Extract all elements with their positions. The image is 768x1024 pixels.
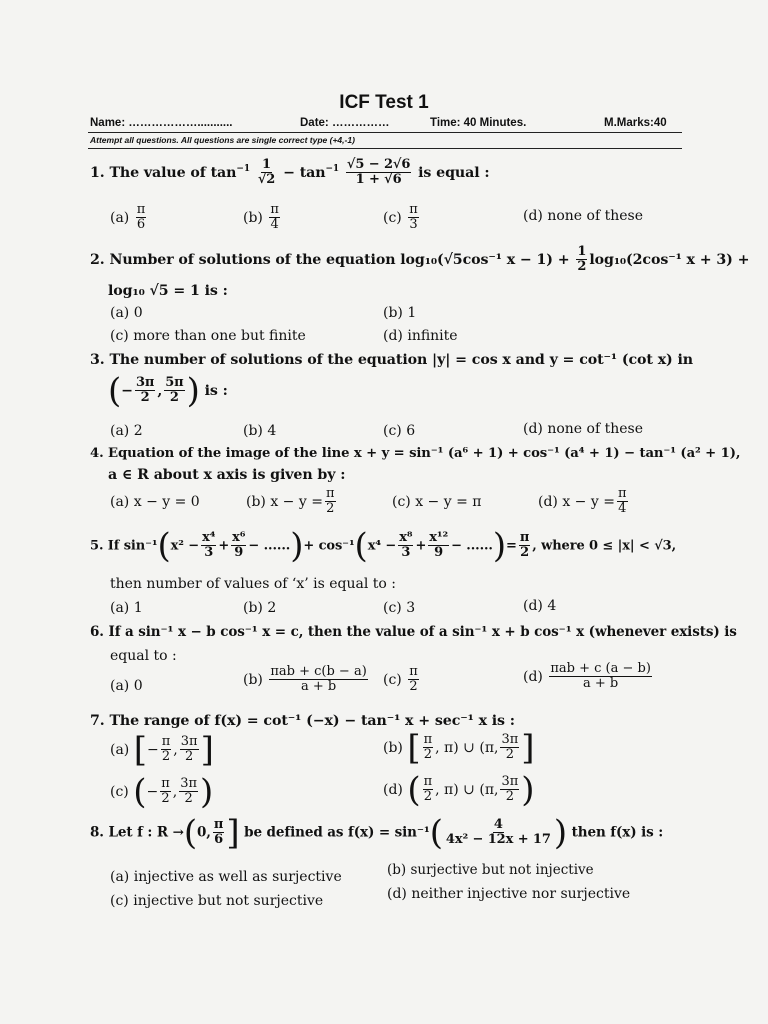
q7-d-open: ( (407, 769, 421, 810)
q2-half-den: 2 (577, 259, 587, 275)
q5-rn: π (519, 530, 530, 545)
q2-option-b: (b) 1 (383, 305, 417, 321)
q5-g2d: 9 (434, 545, 444, 561)
q7-d-f2 (500, 775, 519, 805)
question-5 (90, 525, 677, 566)
q1-suffix: is equal : (418, 164, 490, 181)
q1-a-frac (136, 203, 147, 233)
q5-paren-1-open: ( (157, 525, 171, 566)
header-rule-bottom (88, 148, 682, 149)
q5-g1d: 3 (401, 545, 411, 561)
q5-option-c: (c) 3 (383, 600, 416, 616)
q3-option-b: (b) 4 (243, 423, 277, 439)
q1-b-frac (269, 203, 280, 233)
q6-option-a: (a) 0 (110, 678, 143, 694)
question-7: 7. The range of f(x) = cot⁻¹ (−x) − tan⁻¹ x + sec⁻¹ x is : (90, 713, 515, 729)
q5-f2n: x⁶ (232, 530, 246, 545)
question-3: 3. The number of solutions of the equation |y| = cos x and y = cot⁻¹ (cot x) in (90, 352, 694, 368)
q7-a-d1: 2 (161, 749, 171, 765)
q5-g2n: x¹² (429, 530, 449, 545)
q4-line2: a ∈ R about x axis is given by : (108, 467, 346, 483)
q4-d-den: 4 (618, 501, 627, 517)
question-1 (90, 158, 489, 188)
q8-int-frac (213, 818, 224, 848)
q1-option-a (110, 203, 148, 233)
q7-d-d1: 2 (423, 789, 433, 805)
q1-b-num: π (270, 202, 279, 217)
q7-c-label: (c) (110, 783, 129, 800)
q3-option-a: (a) 2 (110, 423, 143, 439)
q7-a-f2 (180, 735, 199, 765)
q2-option-c: (c) more than one but finite (110, 328, 306, 344)
q7-c-f1 (160, 777, 171, 807)
q8-option-b: (b) surjective but not injective (387, 862, 594, 878)
q7-b-n2: 3π (501, 732, 519, 747)
q5-option-d: (d) 4 (523, 598, 557, 614)
q6-line2: equal to : (110, 648, 177, 664)
q1-a-num: π (136, 202, 146, 217)
q2-half (576, 245, 587, 275)
q8-mid: be defined as f(x) = sin⁻¹ (244, 824, 430, 841)
q7-b-open: [ (407, 727, 421, 768)
q8-int-close: ] (226, 812, 240, 853)
q8-option-a: (a) injective as well as surjective (110, 869, 342, 885)
q8-int-open: ( (183, 812, 198, 853)
q2-half-num: 1 (577, 244, 587, 259)
q5-f2d: 9 (234, 545, 244, 561)
q4-option-a: (a) x − y = 0 (110, 494, 200, 510)
q7-c-f2 (179, 777, 198, 807)
q8-fd: 4x² − 12x + 17 (445, 832, 551, 848)
q5-q3: − ...... (451, 538, 493, 554)
q7-option-c: (c) (− $\frac{\pi}{2}$ , $\frac{3\pi}{2}$ ) (110, 771, 214, 812)
q7-b-d2: 2 (505, 747, 515, 763)
q1-c-frac (408, 203, 419, 233)
question-4: 4. Equation of the image of the line x + y = sin⁻¹ (a⁶ + 1) + cos⁻¹ (a⁴ + 1) − tan⁻¹ (a² + 1), (90, 446, 741, 461)
q3-option-d: (d) none of these (523, 421, 643, 437)
q7-d-label: (d) (383, 781, 403, 798)
q6-d-label: (d) (523, 668, 543, 685)
q4-d-frac (617, 487, 628, 517)
q5-p3: − ...... (248, 538, 291, 554)
q4-d-num: π (617, 486, 627, 501)
q5-f1n: x⁴ (202, 530, 216, 545)
q7-c-n1: π (161, 776, 170, 791)
q6-d-num: πab + c (a − b) (550, 661, 651, 676)
q7-d-n2: 3π (501, 774, 519, 789)
q6-b-frac (269, 665, 367, 695)
header-rule-top (88, 132, 682, 133)
q1-c-label: (c) (383, 209, 402, 226)
q5-option-b: (b) 2 (243, 600, 277, 616)
q7-option-a: (a) [− $\frac{\pi}{2}$ , $\frac{3\pi}{2}$ ] (110, 729, 214, 770)
q1-f2-den: 1 + √6 (355, 172, 402, 188)
q5-f1 (201, 531, 216, 561)
q1-minus: − tan (283, 164, 326, 181)
q1-f2-num: √5 − 2√6 (346, 157, 411, 172)
q7-b-mid: , π) ∪ (π, (435, 739, 499, 756)
q3-int-d1: 2 (140, 390, 150, 406)
q5-f2 (231, 531, 246, 561)
q5-paren-2-open: ( (354, 525, 368, 566)
q3-option-c: (c) 6 (383, 423, 416, 439)
q2-line2: log₁₀ √5 = 1 is : (108, 283, 228, 299)
q5-paren-1-close: ) (290, 525, 304, 566)
q7-b-f2 (500, 733, 519, 763)
q1-f1-den: √2 (257, 172, 276, 188)
q8-tail: then f(x) is : (571, 824, 664, 841)
q7-c-open: ( (133, 771, 147, 812)
q5-g1n: x⁸ (399, 530, 413, 545)
q3-int-n2: 5π (165, 375, 184, 390)
q4-b-den: 2 (326, 501, 335, 517)
q4-b-num: π (325, 486, 335, 501)
q5-q2: + (415, 538, 427, 554)
q4-b-label: (b) x − y = (246, 493, 323, 510)
q7-c-n2: 3π (180, 776, 198, 791)
q7-d-d2: 2 (505, 789, 515, 805)
q5-eq: = (506, 538, 517, 554)
q1-inv-2: −1 (325, 164, 340, 175)
q7-d-close: ) (521, 769, 535, 810)
q5-lead: 5. If sin⁻¹ (90, 538, 158, 554)
q8-arg-close: ) (553, 812, 567, 853)
date-field-label: Date: …………… (300, 117, 390, 129)
q7-d-f1 (423, 775, 434, 805)
q6-option-d (523, 662, 654, 692)
q1-a-label: (a) (110, 209, 130, 226)
marks-label: M.Marks:40 (604, 117, 667, 129)
q4-b-frac (325, 487, 336, 517)
q5-line2: then number of values of ‘x’ is equal to : (110, 576, 397, 592)
instruction-text: Attempt all questions. All questions are single correct type (+4,-1) (90, 135, 355, 145)
q7-a-d2: 2 (185, 749, 194, 765)
q7-b-n1: π (423, 732, 433, 747)
q2-option-a: (a) 0 (110, 305, 143, 321)
q2-option-d: (d) infinite (383, 328, 458, 344)
q7-c-d1: 2 (161, 791, 170, 807)
question-2 (90, 245, 749, 275)
q1-prefix: 1. The value of tan (90, 164, 237, 181)
q6-c-label: (c) (383, 671, 402, 688)
q1-option-c (383, 203, 421, 233)
question-6: 6. If a sin⁻¹ x − b cos⁻¹ x = c, then the value of a sin⁻¹ x + b cos⁻¹ x (whenever exists) is (90, 624, 737, 640)
q7-b-f1 (423, 733, 434, 763)
q1-option-b (243, 203, 282, 233)
q8-int-d: 6 (214, 832, 224, 848)
q6-c-den: 2 (409, 679, 418, 695)
q3-int-n1: 3π (135, 375, 155, 390)
q5-q1: x⁴ − (367, 538, 397, 554)
q5-rd: 2 (520, 545, 530, 561)
q6-option-c (383, 665, 421, 695)
q7-a-n1: π (161, 734, 171, 749)
q6-b-num: πab + c(b − a) (270, 664, 367, 679)
q4-d-label: (d) x − y = (538, 493, 615, 510)
q8-lead: 8. Let f : R → (90, 824, 184, 841)
q7-a-n2: 3π (180, 734, 198, 749)
q4-option-c: (c) x − y = π (392, 494, 482, 510)
q5-g1 (398, 531, 413, 561)
q6-d-den: a + b (583, 676, 619, 692)
q7-option-d (383, 769, 535, 810)
q5-p1: x² − (170, 538, 200, 554)
q5-f1d: 3 (204, 545, 214, 561)
q7-d-mid: , π) ∪ (π, (435, 781, 499, 798)
q7-d-n1: π (423, 774, 433, 789)
q7-a-open: [ (133, 729, 147, 770)
q6-d-frac (549, 662, 652, 692)
q1-fraction-2 (346, 158, 411, 188)
q8-fn: 4 (493, 817, 503, 832)
q8-option-c: (c) injective but not surjective (110, 893, 324, 909)
q2-line1-end: log₁₀(2cos⁻¹ x + 3) + (589, 251, 750, 268)
q5-mid: + cos⁻¹ (303, 538, 355, 554)
q3-open-paren: ( (108, 370, 122, 411)
q7-c-close: ) (200, 771, 214, 812)
time-label: Time: 40 Minutes. (430, 117, 527, 129)
q6-b-den: a + b (300, 679, 337, 695)
q7-b-d1: 2 (423, 747, 433, 763)
q7-b-label: (b) (383, 739, 403, 756)
q4-option-b (246, 487, 338, 517)
q1-b-den: 4 (270, 217, 279, 233)
q5-rhs (519, 531, 530, 561)
q3-interval: (− $\frac{3\pi}{2}$ , $\frac{5\pi}{2}$ ) is : (108, 370, 228, 411)
q1-a-den: 6 (136, 217, 146, 233)
q7-a-label: (a) (110, 741, 130, 758)
q7-a-f1 (161, 735, 172, 765)
q6-c-num: π (409, 664, 418, 679)
q3-int-frac-2 (164, 376, 184, 406)
q5-option-a: (a) 1 (110, 600, 143, 616)
q3-int-frac-1 (135, 376, 155, 406)
q1-c-num: π (409, 202, 418, 217)
q6-option-b (243, 665, 370, 695)
q8-arg-frac (445, 818, 552, 848)
q7-c-d2: 2 (184, 791, 193, 807)
q1-inv-1: −1 (236, 164, 250, 175)
q8-option-d: (d) neither injective nor surjective (387, 886, 631, 902)
q6-b-label: (b) (243, 671, 263, 688)
name-field-label: Name: ………………........... (90, 117, 233, 129)
q5-p2: + (218, 538, 230, 554)
q1-option-d: (d) none of these (523, 208, 643, 224)
q1-b-label: (b) (243, 209, 263, 226)
q1-f1-num: 1 (262, 157, 271, 172)
question-8: 8. Let f : R →(0, $\frac{\pi}{6}$ ] be defined as f(x) = sin⁻¹( $\frac{4}{\text{4x² − 12x + 17}}$ ) then f(x) is : (90, 812, 664, 853)
q8-arg-open: ( (429, 812, 443, 853)
q8-int-n: π (213, 817, 224, 832)
q3-close-paren: ) (186, 370, 200, 411)
q3-line2-end: is : (204, 382, 228, 399)
q4-option-d (538, 487, 630, 517)
q5-tail: , where 0 ≤ |x| < √3, (532, 538, 677, 554)
q7-b-close: ] (521, 727, 535, 768)
q1-fraction-1 (257, 158, 276, 188)
q2-line1: 2. Number of solutions of the equation log₁₀(√5cos⁻¹ x − 1) + (90, 251, 575, 268)
q3-int-d2: 2 (169, 390, 179, 406)
q5-g2 (428, 531, 449, 561)
q5-paren-2-close: ) (492, 525, 507, 566)
q6-c-frac (408, 665, 419, 695)
q7-a-close: ] (200, 729, 214, 770)
page-title: ICF Test 1 (339, 92, 429, 113)
q7-option-b (383, 727, 535, 768)
q1-c-den: 3 (409, 217, 418, 233)
